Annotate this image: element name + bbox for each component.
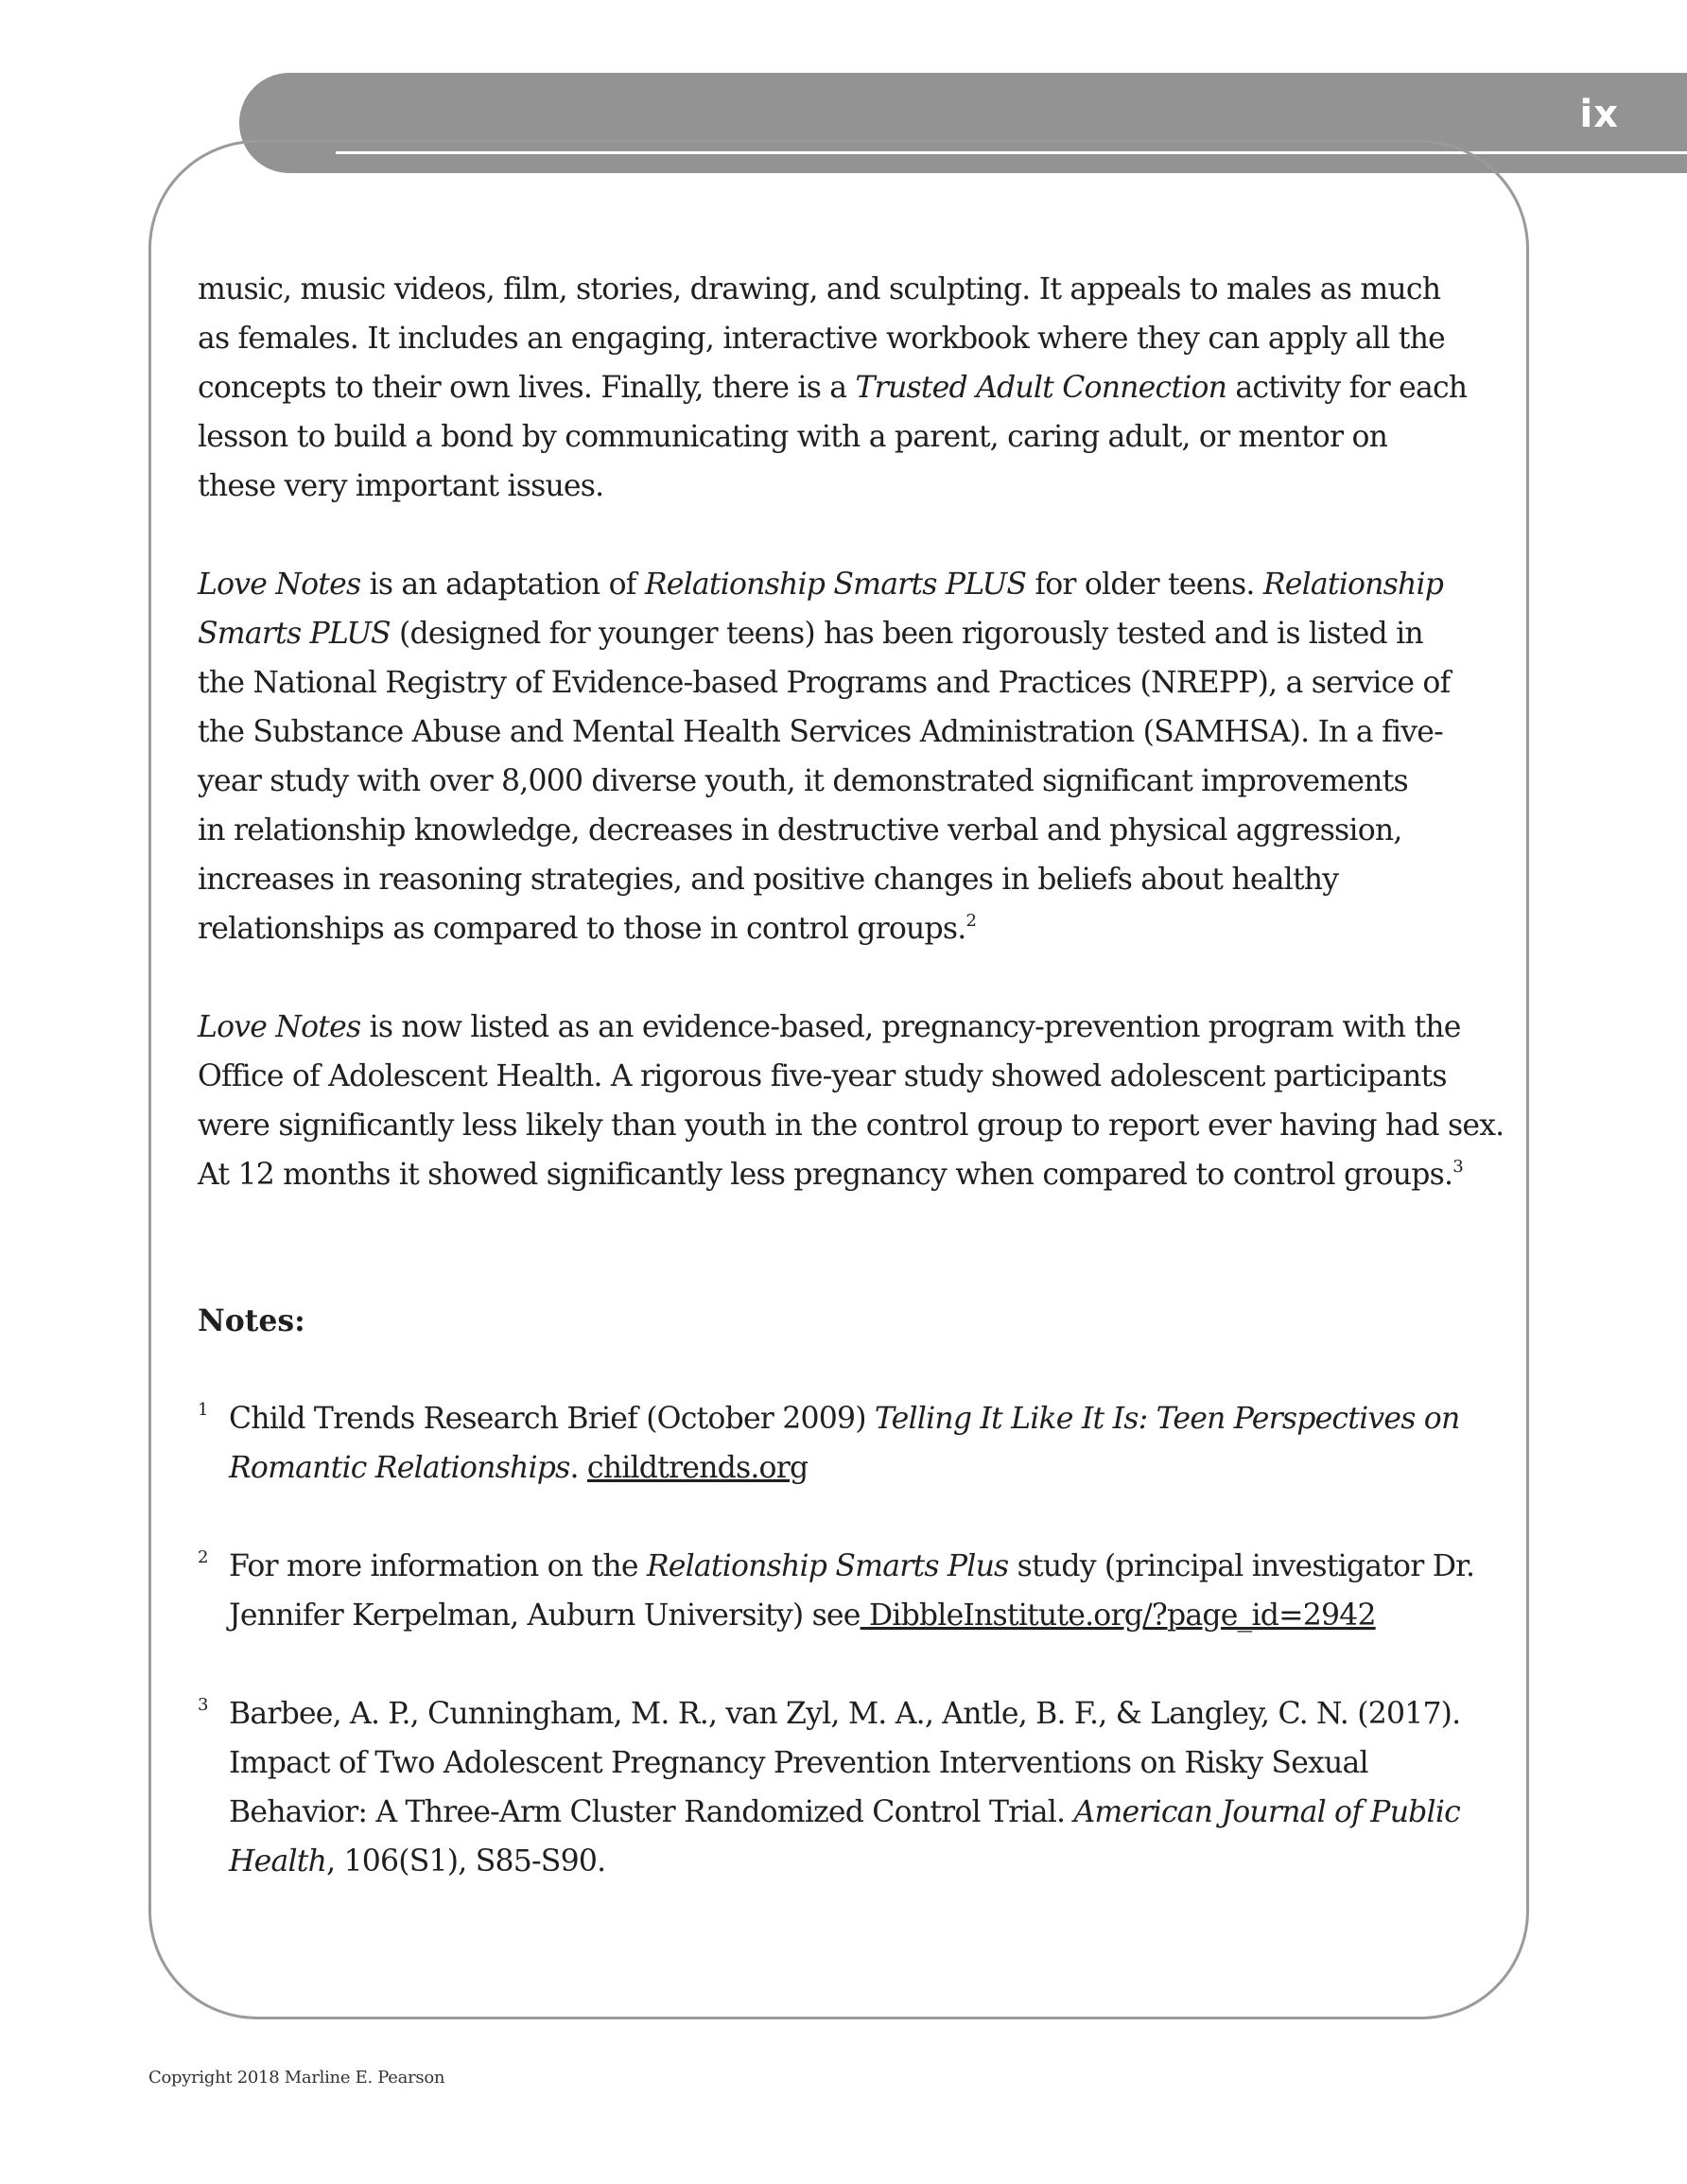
text-line: in relationship knowledge, decreases in destructive verbal and physical aggression,	[198, 813, 1402, 847]
text-line: increases in reasoning strategies, and positive changes in beliefs about healthy	[198, 863, 1339, 897]
italic-title: Relationship	[1262, 568, 1444, 602]
text-run: for older teens.	[1026, 568, 1263, 602]
italic-title: Smarts PLUS	[198, 617, 391, 651]
italic-title: Trusted Adult Connection	[855, 371, 1227, 405]
text-line: were significantly less likely than youth in the control group to report ever having had sex.	[198, 1109, 1504, 1143]
text-line: as females. It includes an engaging, interactive workbook where they can apply all the	[198, 322, 1445, 356]
text-line: Impact of Two Adolescent Pregnancy Prevention Interventions on Risky Sexual	[229, 1746, 1368, 1780]
note-text	[229, 1689, 1460, 1886]
text-run: For more information on the	[229, 1549, 647, 1583]
text-line: lesson to build a bond by communicating with a parent, caring adult, or mentor on	[198, 420, 1388, 454]
note-text	[229, 1542, 1474, 1640]
text-line	[229, 1837, 1460, 1886]
text-line: the National Registry of Evidence-based Programs and Practices (NREPP), a service of	[198, 666, 1451, 700]
text-run: is now listed as an evidence-based, pregnancy-prevention program with the	[360, 1010, 1461, 1044]
paragraph-3	[198, 1003, 1522, 1199]
note-number: 2	[198, 1547, 208, 1567]
text-run: , 106(S1), S85-S90.	[326, 1844, 606, 1878]
text-line	[229, 1394, 1459, 1443]
text-line	[198, 363, 1522, 412]
dibble-institute-link[interactable]: DibbleInstitute.org/?page_id=2942	[860, 1599, 1376, 1633]
note-text	[229, 1394, 1459, 1493]
italic-title: Health	[229, 1844, 327, 1878]
text-run: relationships as compared to those in control groups.	[198, 912, 966, 946]
text-run: Child Trends Research Brief (October 2009)	[229, 1402, 875, 1436]
italic-title: American Journal of Public	[1073, 1795, 1460, 1829]
text-run: At 12 months it showed significantly less pregnancy when compared to control groups.	[198, 1158, 1453, 1192]
italic-title: Relationship Smarts PLUS	[644, 568, 1027, 602]
text-run: Behavior: A Three-Arm Cluster Randomized Control Trial.	[229, 1795, 1074, 1829]
text-line	[229, 1591, 1474, 1640]
text-line	[198, 1003, 1522, 1052]
text-line: Office of Adolescent Health. A rigorous five-year study showed adolescent participants	[198, 1059, 1447, 1093]
childtrends-link[interactable]: childtrends.org	[586, 1451, 809, 1485]
text-run: is an adaptation of	[360, 568, 645, 602]
copyright-footer: Copyright 2018 Marline E. Pearson	[148, 2068, 445, 2088]
text-run: concepts to their own lives. Finally, there is a	[198, 371, 856, 405]
notes-heading: Notes:	[198, 1303, 305, 1338]
text-run: .	[569, 1451, 587, 1485]
body-text	[198, 265, 1522, 1199]
italic-title: Relationship Smarts Plus	[646, 1549, 1009, 1583]
note-number: 3	[198, 1695, 208, 1715]
text-line	[198, 1150, 1522, 1199]
paragraph-1	[198, 265, 1522, 511]
text-line: the Substance Abuse and Mental Health Services Administration (SAMHSA). In a five-	[198, 715, 1443, 749]
text-line: music, music videos, film, stories, drawing, and sculpting. It appeals to males as much	[198, 272, 1441, 306]
italic-title: Love Notes	[198, 1010, 361, 1044]
text-line: year study with over 8,000 diverse youth, it demonstrated significant improvements	[198, 764, 1408, 798]
paragraph-2	[198, 560, 1522, 953]
text-run: activity for each	[1226, 371, 1468, 405]
footnote-ref: 2	[965, 910, 977, 931]
italic-title: Romantic Relationships	[229, 1451, 570, 1485]
italic-title: Love Notes	[198, 568, 361, 602]
italic-title: Telling It Like It Is: Teen Perspectives on	[874, 1402, 1460, 1436]
text-line	[198, 904, 1522, 953]
footnote-ref: 3	[1452, 1156, 1463, 1177]
text-line	[198, 560, 1522, 609]
note-number: 1	[198, 1400, 208, 1420]
text-line	[229, 1788, 1460, 1837]
text-line: Barbee, A. P., Cunningham, M. R., van Zyl, M. A., Antle, B. F., & Langley, C. N. (2017).	[229, 1697, 1461, 1731]
text-line: these very important issues.	[198, 469, 604, 503]
text-line	[229, 1443, 1459, 1493]
text-run: study (principal investigator Dr.	[1008, 1549, 1475, 1583]
text-line	[198, 609, 1522, 658]
page-number: ix	[1579, 93, 1619, 136]
text-run: Jennifer Kerpelman, Auburn University) see	[229, 1599, 861, 1633]
text-line	[229, 1542, 1474, 1591]
text-run: (designed for younger teens) has been rigorously tested and is listed in	[390, 617, 1423, 651]
